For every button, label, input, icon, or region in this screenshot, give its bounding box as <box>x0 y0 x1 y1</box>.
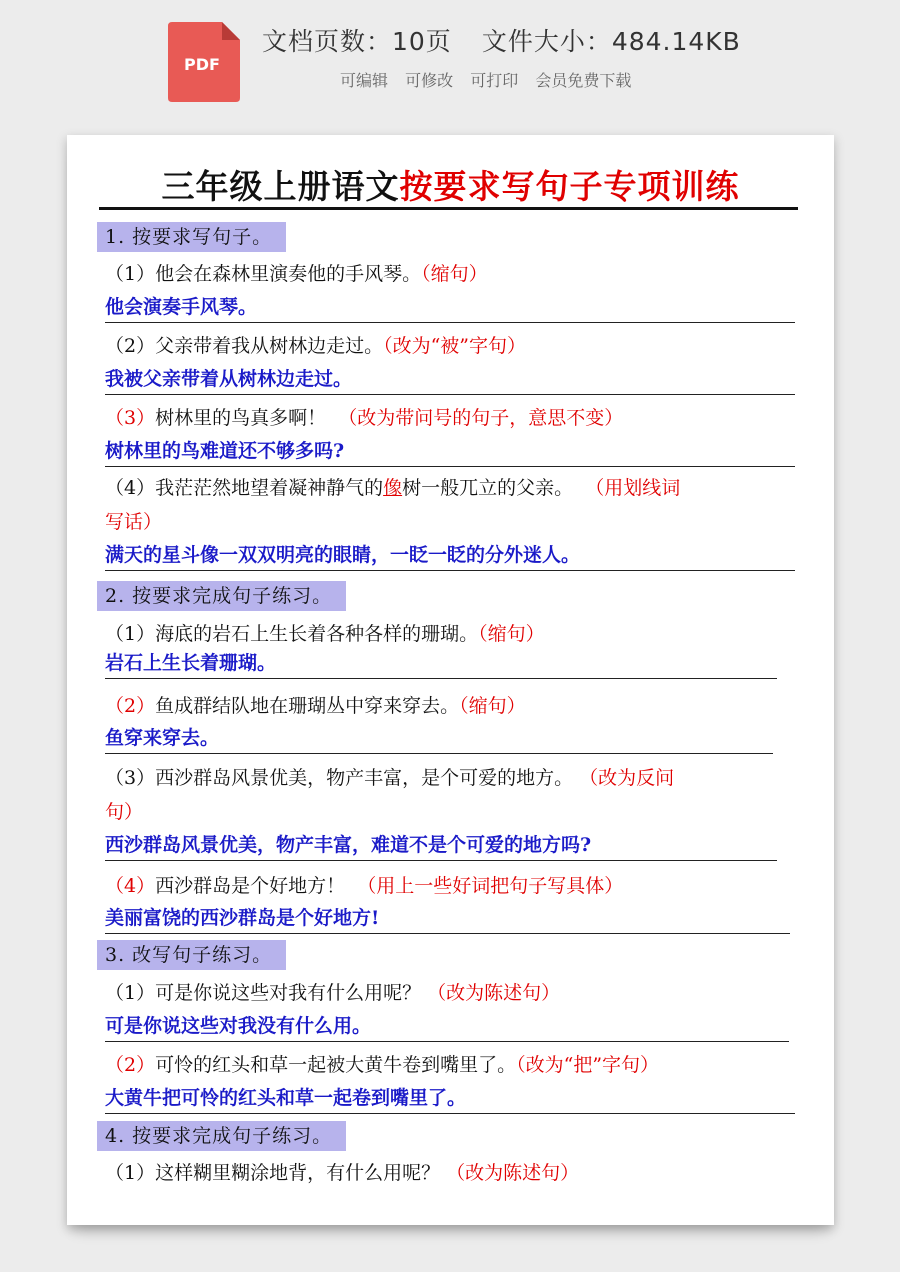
s3-q2-answer: 大黄牛把可怜的红头和草一起卷到嘴里了。 <box>105 1085 795 1114</box>
feature-printable: 可打印 <box>470 71 519 90</box>
s2-q2-answer: 鱼穿来穿去。 <box>105 725 773 754</box>
document-page <box>67 135 834 1225</box>
s2-q2: （2）鱼成群结队地在珊瑚丛中穿来穿去。（缩句） <box>105 695 526 717</box>
section-1-heading: 1. 按要求写句子。 <box>97 222 286 252</box>
file-size: 文件大小：484.14KB <box>481 27 741 56</box>
svg-text:PDF: PDF <box>184 55 220 74</box>
s2-q1-answer: 岩石上生长着珊瑚。 <box>105 650 777 679</box>
s2-q3-answer: 西沙群岛风景优美，物产丰富，难道不是个可爱的地方吗? <box>105 832 777 861</box>
s3-q2: （2）可怜的红头和草一起被大黄牛卷到嘴里了。（改为“把”字句） <box>105 1054 660 1076</box>
document-title: 三年级上册语文按要求写句子专项训练 <box>161 167 740 206</box>
s1-q4-hint-cont: 写话） <box>105 511 163 533</box>
s1-q3: （3）树林里的鸟真多啊！ （改为带问号的句子，意思不变） <box>105 407 624 429</box>
underlined-word: 像 <box>383 477 403 499</box>
s1-q3-answer: 树林里的鸟难道还不够多吗? <box>105 438 795 467</box>
section-2-heading: 2. 按要求完成句子练习。 <box>97 581 346 611</box>
s1-q1: （1）他会在森林里演奏他的手风琴。（缩句） <box>105 263 488 285</box>
feature-editable: 可编辑 <box>340 71 389 90</box>
s2-q4: （4）西沙群岛是个好地方！ （用上一些好词把句子写具体） <box>105 875 624 897</box>
s1-q2: （2）父亲带着我从树林边走过。（改为“被”字句） <box>105 335 527 357</box>
file-stats <box>262 22 741 58</box>
s2-q4-answer: 美丽富饶的西沙群岛是个好地方! <box>105 905 790 934</box>
s3-q1-answer: 可是你说这些对我没有什么用。 <box>105 1013 789 1042</box>
feature-modifiable: 可修改 <box>405 71 454 90</box>
s2-q3-hint-cont: 句） <box>105 801 144 823</box>
s2-q1: （1）海底的岩石上生长着各种各样的珊瑚。（缩句） <box>105 623 545 645</box>
s4-q1: （1）这样糊里糊涂地背，有什么用呢？ （改为陈述句） <box>105 1162 580 1184</box>
feature-member-download: 会员免费下载 <box>535 71 632 90</box>
section-4-heading: 4. 按要求完成句子练习。 <box>97 1121 346 1151</box>
s3-q1: （1）可是你说这些对我有什么用呢？ （改为陈述句） <box>105 982 561 1004</box>
pdf-file-icon <box>168 22 240 102</box>
s1-q1-answer: 他会演奏手风琴。 <box>105 294 795 323</box>
s2-q3: （3）西沙群岛风景优美，物产丰富，是个可爱的地方。 （改为反问 <box>105 767 675 789</box>
section-3-heading: 3. 改写句子练习。 <box>97 940 286 970</box>
file-info-header <box>0 0 900 130</box>
title-underline <box>99 207 798 210</box>
s1-q2-answer: 我被父亲带着从树林边走过。 <box>105 366 795 395</box>
s1-q4: （4）我茫茫然地望着凝神静气的像树一般兀立的父亲。 （用划线词 <box>105 477 681 499</box>
page-count: 文档页数：10页 <box>262 27 452 56</box>
s1-q4-answer: 满天的星斗像一双双明亮的眼睛，一眨一眨的分外迷人。 <box>105 542 795 571</box>
feature-list <box>340 68 643 91</box>
